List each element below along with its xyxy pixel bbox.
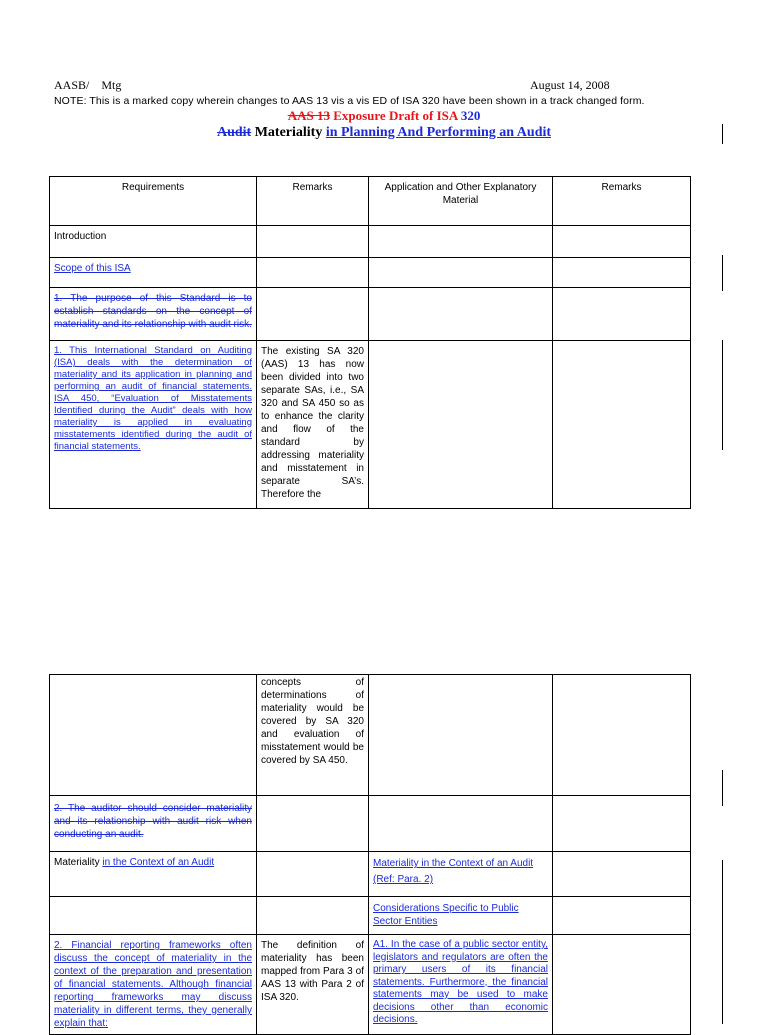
title-standard-number: 320 [460,108,481,123]
change-bar [722,255,723,291]
header-application-material: Application and Other Explanatory Material [369,177,553,226]
materiality-heading [50,852,257,897]
public-sector-heading: Considerations Specific to Public Sector Entities [373,903,519,927]
change-bar [722,770,723,806]
header-requirements: Requirements [50,177,257,226]
subtitle-plain-text: Materiality [251,125,326,140]
para2-deleted-text: 2. The auditor should consider materiality and its relationship with audit risk when conducting an audit. [54,803,252,840]
document-title [0,108,768,124]
header-remarks: Remarks [257,177,369,226]
app-materiality-heading: Materiality in the Context of an Audit [373,858,534,869]
materiality-heading-plain: Materiality [54,857,103,868]
app-a1-text: A1. In the case of a public sector entity, legislators and regulators are often the primary users of its financial statements. Furthermore, the financial statements may be used to make decisions other than economic decisions. [373,939,548,1025]
introduction-heading: Introduction [50,226,257,258]
comparison-table-page-2 [49,674,691,1035]
document-date: August 14, 2008 [530,78,610,92]
scope-heading: Scope of this ISA [54,263,131,274]
change-bar [722,340,723,450]
continued-remark: concepts of determinations of materiality would be covered by SA 320 and evaluation of misstatement would be covered by SA 450. [257,675,369,796]
para1-inserted-text: 1. This International Standard on Auditing (ISA) deals with the determination of materiality and its application in planning and performing an audit of financial statements. ISA 450, “Evaluation of Misstatements Identified during the Audit” deals with how materiality is applied in evaluating misstatements identified during the audit of financial statements. [54,345,252,452]
para2-remark: The definition of materiality has been mapped from Para 3 of AAS 13 with Para 2 of ISA 320. [257,935,369,1035]
subtitle-deleted-text: Audit [216,125,252,140]
title-inserted-text: Exposure Draft of ISA [329,108,461,123]
comparison-table-page-1 [49,176,691,509]
para1-remark: The existing SA 320 (AAS) 13 has now been divided into two separate SAs, i.e., SA 320 and SA 450 so as to enhance the clarity and flow of the standard by addressing materiality and misstatement in separate SA’s. Therefore the [257,341,369,509]
change-bar [722,860,723,1024]
materiality-heading-inserted: in the Context of an Audit [102,857,215,868]
change-bar [722,124,723,144]
document-subtitle [0,125,768,141]
app-ref-para: (Ref: Para. 2) [373,874,434,885]
meeting-ref: AASB/ Mtg [54,78,122,92]
para1-deleted-text: 1. The purpose of this Standard is to establish standards on the concept of materiality and its relationship with audit risk. [54,293,252,330]
subtitle-inserted-text: in Planning And Performing an Audit [325,125,552,140]
track-change-note: NOTE: This is a marked copy wherein changes to AAS 13 vis a vis ED of ISA 320 have been shown in a track changed form. [54,95,645,107]
header-remarks-2: Remarks [553,177,691,226]
para2-inserted-text: 2. Financial reporting frameworks often discuss the concept of materiality in the context of the preparation and presentation of financial statements. Although financial reporting frameworks may discuss materiality in different terms, they generally explain that: [54,940,252,1029]
title-deleted-text: AAS 13 [287,108,330,123]
